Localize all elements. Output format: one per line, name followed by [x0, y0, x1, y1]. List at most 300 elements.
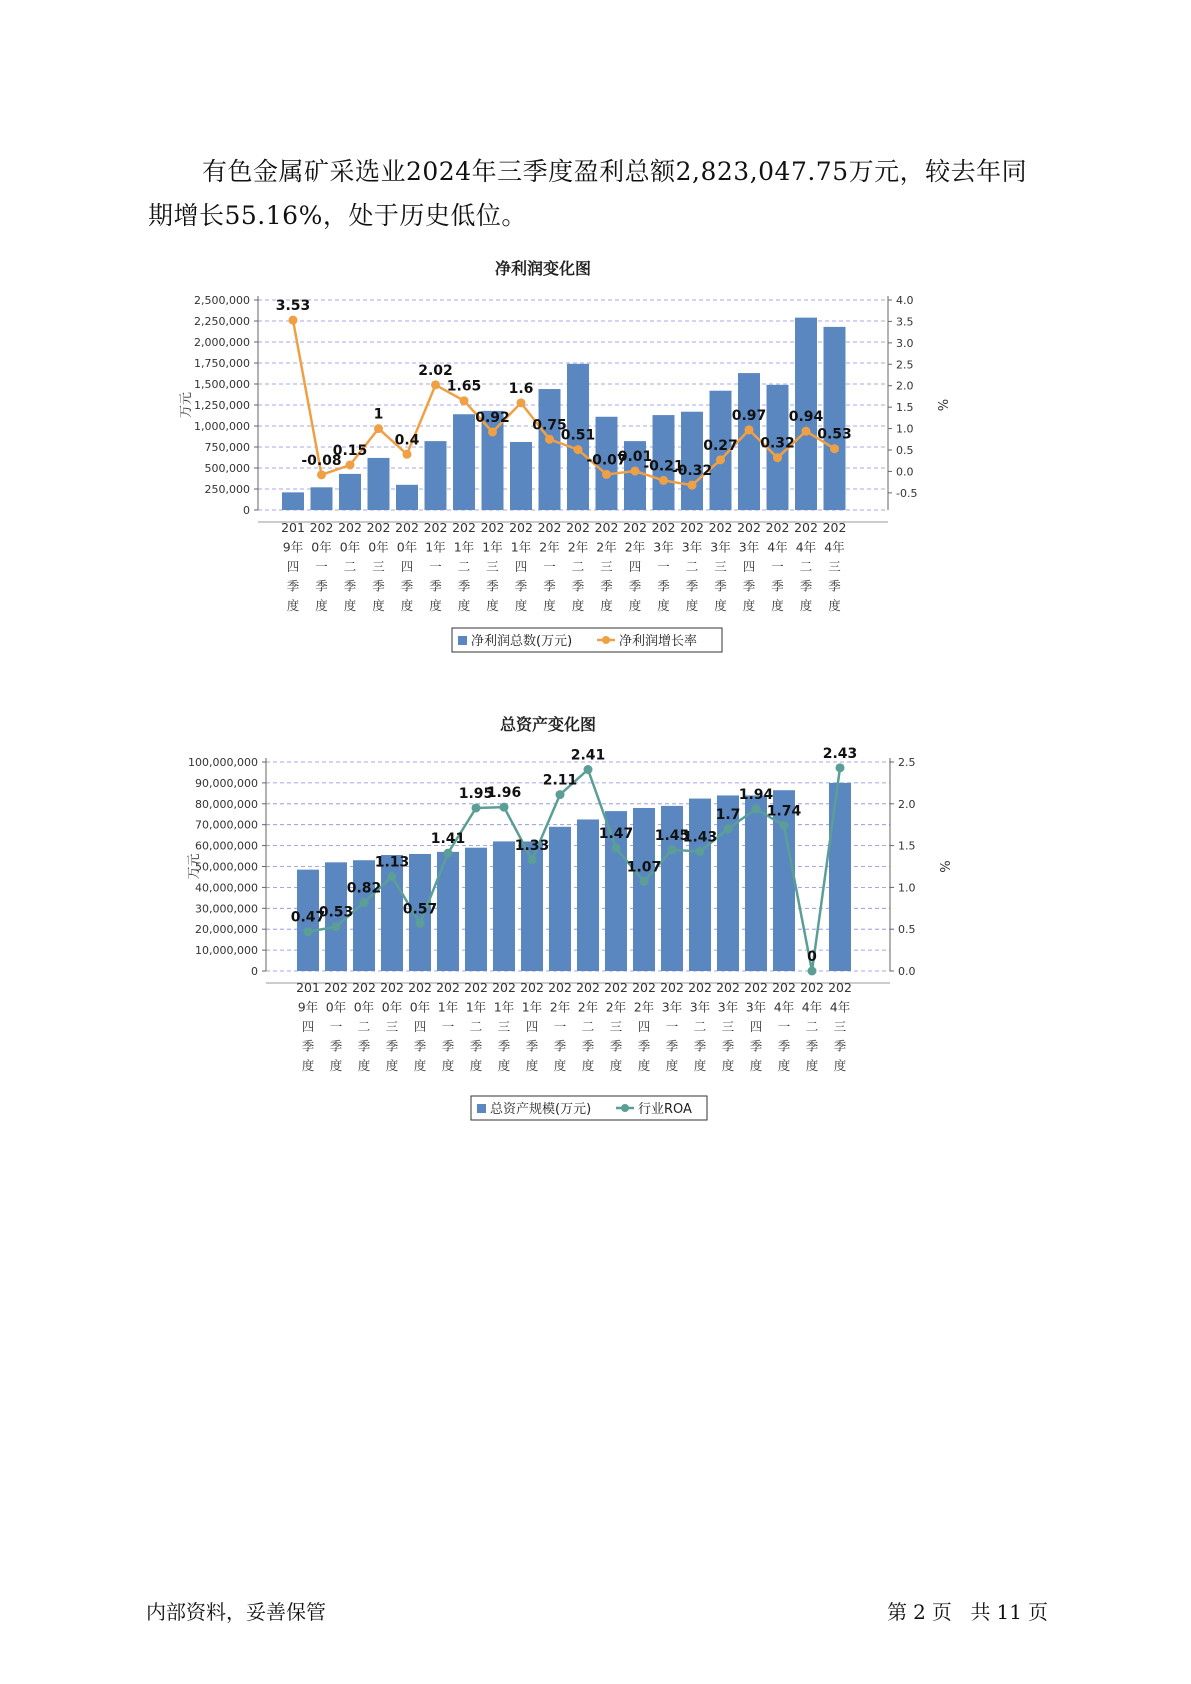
x-tick-label: 度	[685, 598, 699, 613]
line-point	[724, 824, 733, 833]
y-tick-label: 250,000	[204, 483, 250, 496]
x-tick-label: 二	[357, 1019, 371, 1034]
line-point	[488, 428, 497, 437]
x-tick-label: 202	[765, 520, 790, 535]
data-label: 1.41	[430, 831, 466, 848]
total-prefix: 共	[970, 1600, 991, 1624]
x-tick-label: 季	[600, 578, 613, 594]
line-point	[374, 424, 383, 433]
y2-axis-label: %	[936, 860, 951, 873]
data-label: 1.33	[514, 837, 550, 854]
x-tick-label: 季	[693, 1038, 707, 1054]
data-label: 0.75	[532, 417, 567, 434]
line-point	[659, 476, 668, 485]
data-label: 1.45	[654, 827, 690, 844]
x-tick-label: 三	[609, 1019, 623, 1034]
x-tick-label: 1年	[521, 999, 543, 1015]
line-point	[431, 380, 440, 389]
data-label: 1.96	[486, 785, 522, 802]
y-tick-label: 500,000	[204, 462, 250, 475]
bar	[738, 373, 760, 510]
y-tick-label: 1,500,000	[194, 378, 250, 391]
x-tick-label: 一	[329, 1019, 343, 1034]
bar	[745, 795, 767, 971]
x-tick-label: 二	[685, 559, 699, 574]
x-tick-label: 3年	[710, 539, 731, 555]
x-tick-label: 二	[805, 1019, 819, 1034]
bar	[339, 474, 361, 510]
x-tick-label: 四	[628, 559, 642, 574]
bar	[396, 485, 418, 510]
x-tick-label: 3年	[717, 999, 739, 1015]
x-tick-label: 201	[296, 980, 320, 995]
x-tick-label: 202	[338, 520, 362, 535]
line-point	[460, 396, 469, 405]
x-tick-label: 季	[385, 1038, 399, 1054]
y-tick-label: 80,000,000	[195, 797, 258, 811]
x-tick-label: 一	[665, 1019, 679, 1034]
data-label: 1.95	[458, 785, 494, 802]
x-tick-label: 0年	[353, 999, 375, 1015]
x-tick-label: 202	[576, 980, 600, 995]
net-profit-chart-svg	[0, 260, 1191, 700]
x-tick-label: 季	[286, 578, 300, 594]
line-point	[773, 453, 782, 462]
y2-tick-label: 1.5	[896, 401, 914, 415]
x-tick-label: 202	[744, 980, 768, 995]
x-tick-label: 季	[721, 1038, 735, 1054]
x-tick-label: 度	[357, 1058, 371, 1073]
x-tick-label: 二	[581, 1019, 595, 1034]
x-tick-label: 度	[609, 1058, 623, 1073]
x-tick-label: 2年	[633, 999, 655, 1015]
data-label: 0.57	[402, 901, 438, 918]
x-tick-label: 201	[281, 520, 305, 535]
data-label: 1.6	[508, 380, 534, 397]
y-tick-label: 1,750,000	[194, 357, 250, 370]
y2-tick-label: 0.0	[898, 965, 916, 978]
x-tick-label: 1年	[510, 539, 532, 555]
x-tick-label: 度	[315, 598, 328, 613]
data-label: -0.32	[671, 463, 713, 480]
data-label: 1.43	[682, 829, 718, 846]
x-tick-label: 二	[343, 559, 357, 574]
data-label: 1.47	[598, 826, 634, 843]
legend-swatch-bar	[477, 1104, 486, 1113]
line-point	[444, 849, 453, 858]
line-point	[631, 467, 640, 476]
x-tick-label: 四	[525, 1019, 539, 1034]
data-label: -0.08	[301, 452, 342, 469]
x-tick-label: 季	[525, 1038, 539, 1054]
x-tick-label: 三	[486, 559, 499, 574]
line-point	[716, 455, 725, 464]
legend-label-line: 行业ROA	[638, 1102, 692, 1117]
x-tick-label: 202	[309, 520, 334, 535]
data-label: -0.07	[586, 452, 627, 469]
x-tick-label: 度	[514, 598, 528, 613]
x-tick-label: 季	[553, 1038, 567, 1054]
bar	[282, 492, 304, 510]
bar	[311, 487, 333, 510]
x-tick-label: 三	[828, 559, 841, 574]
x-tick-label: 度	[600, 598, 613, 613]
x-tick-label: 季	[543, 578, 556, 594]
x-tick-label: 202	[520, 980, 544, 995]
y-tick-label: 1,250,000	[194, 399, 250, 412]
x-tick-label: 202	[708, 520, 733, 535]
x-tick-label: 0年	[325, 999, 347, 1015]
data-label: 0.32	[760, 435, 795, 452]
x-tick-label: 202	[324, 980, 348, 995]
data-label: 3.53	[275, 298, 311, 315]
x-tick-label: 3年	[681, 539, 703, 555]
y-tick-label: 2,000,000	[194, 336, 250, 349]
x-tick-label: 4年	[795, 539, 817, 555]
line-point	[836, 763, 845, 772]
footer-confidential: 内部资料，妥善保管	[146, 1600, 326, 1624]
line-point	[696, 847, 705, 856]
y-axis-label: 万元	[187, 853, 202, 880]
x-tick-label: 度	[628, 598, 642, 613]
x-tick-label: 季	[571, 578, 585, 594]
x-tick-label: 季	[714, 578, 727, 594]
y2-tick-label: 3.5	[896, 315, 914, 329]
x-tick-label: 季	[805, 1038, 819, 1054]
y-tick-label: 30,000,000	[195, 902, 258, 916]
x-tick-label: 2年	[624, 539, 646, 555]
y-tick-label: 0	[251, 965, 258, 978]
x-tick-label: 202	[464, 980, 488, 995]
x-tick-label: 一	[429, 559, 442, 574]
x-tick-label: 3年	[661, 999, 683, 1015]
line-point	[584, 765, 593, 774]
x-tick-label: 202	[623, 520, 647, 535]
data-label: 2.02	[418, 362, 453, 379]
x-tick-label: 度	[286, 598, 300, 613]
line-point	[808, 967, 817, 976]
x-tick-label: 二	[457, 559, 471, 574]
x-tick-label: 度	[805, 1058, 819, 1073]
data-label: 0.01	[617, 449, 653, 465]
x-tick-label: 202	[452, 520, 476, 535]
x-tick-label: 度	[828, 598, 841, 613]
y2-tick-label: 2.5	[898, 756, 916, 769]
y-tick-label: 40,000,000	[195, 881, 258, 895]
x-tick-label: 季	[514, 578, 528, 594]
x-tick-label: 202	[772, 980, 796, 995]
y2-tick-label: 0.0	[896, 465, 914, 479]
x-tick-label: 二	[799, 559, 813, 574]
data-label: 0.4	[394, 432, 420, 449]
x-tick-label: 三	[600, 559, 613, 574]
x-tick-label: 二	[571, 559, 585, 574]
x-tick-label: 季	[497, 1038, 511, 1054]
x-tick-label: 度	[771, 598, 784, 613]
line-point	[388, 872, 397, 881]
y-tick-label: 100,000,000	[188, 756, 258, 769]
x-tick-label: 3年	[745, 999, 767, 1015]
summary-paragraph: 有色金属矿采选业2024年三季度盈利总额2,823,047.75万元，较去年同期增长55.16%，处于历史低位。	[148, 157, 1028, 230]
line-point	[332, 922, 341, 931]
bar	[453, 414, 475, 510]
y2-tick-label: 0.5	[896, 444, 914, 457]
x-tick-label: 三	[497, 1019, 511, 1034]
footer-page-info	[884, 1596, 1051, 1625]
x-tick-label: 季	[413, 1038, 427, 1054]
legend-swatch-bar	[458, 636, 467, 645]
line-point	[802, 427, 811, 436]
data-label: 0.51	[560, 427, 596, 444]
y2-tick-label: 3.0	[896, 336, 914, 350]
y-axis-label: 万元	[179, 391, 194, 419]
line-point	[416, 919, 425, 928]
x-tick-label: 202	[828, 980, 852, 995]
x-tick-label: 季	[429, 578, 442, 594]
x-tick-label: 202	[651, 520, 676, 535]
bar	[633, 808, 655, 971]
x-tick-label: 季	[771, 578, 784, 594]
bar	[829, 783, 851, 971]
data-label: 0.53	[318, 904, 354, 921]
x-tick-label: 季	[828, 578, 841, 594]
x-tick-label: 一	[771, 559, 784, 574]
x-tick-label: 季	[581, 1038, 595, 1054]
x-tick-label: 季	[372, 578, 385, 594]
data-label: 1.7	[715, 806, 741, 823]
data-label: 1.65	[446, 378, 482, 395]
data-label: 1.74	[766, 803, 802, 820]
bar	[824, 327, 846, 510]
x-tick-label: 四	[400, 559, 414, 574]
bar	[425, 441, 447, 510]
x-tick-label: 1年	[482, 539, 503, 555]
y2-tick-label: 0.5	[898, 923, 916, 937]
data-label: 0.53	[817, 426, 852, 443]
x-tick-label: 0年	[396, 539, 418, 555]
x-tick-label: 季	[329, 1038, 343, 1054]
total-pages: 11	[996, 1600, 1022, 1624]
y-tick-label: 90,000,000	[195, 776, 258, 790]
bar	[510, 442, 532, 510]
x-tick-label: 季	[343, 578, 357, 594]
x-tick-label: 202	[737, 520, 761, 535]
x-tick-label: 1年	[493, 999, 515, 1015]
chart-title: 总资产变化图	[499, 715, 597, 734]
x-tick-label: 度	[777, 1058, 791, 1073]
x-tick-label: 四	[637, 1019, 651, 1034]
y2-tick-label: -0.5	[896, 486, 918, 500]
y2-tick-label: 2.0	[896, 379, 914, 393]
data-label: 1.94	[738, 786, 774, 803]
x-tick-label: 4年	[773, 999, 795, 1015]
x-tick-label: 季	[469, 1038, 483, 1054]
line-point	[688, 481, 697, 490]
y2-tick-label: 4.0	[896, 294, 914, 307]
line-point	[500, 803, 509, 812]
x-tick-label: 四	[301, 1019, 315, 1034]
x-tick-label: 度	[343, 598, 357, 613]
x-tick-label: 202	[660, 980, 684, 995]
x-tick-label: 0年	[368, 539, 389, 555]
line-point	[612, 844, 621, 853]
x-tick-label: 季	[749, 1038, 763, 1054]
net-profit-chart	[0, 260, 1191, 700]
x-tick-label: 2年	[605, 999, 627, 1015]
y-tick-label: 50,000,000	[195, 860, 258, 874]
y-tick-label: 20,000,000	[195, 923, 258, 937]
y-tick-label: 10,000,000	[195, 944, 258, 958]
data-label: 1.13	[374, 854, 410, 871]
y2-tick-label: 1.0	[898, 881, 916, 895]
x-tick-label: 季	[486, 578, 499, 594]
x-tick-label: 季	[357, 1038, 371, 1054]
x-tick-label: 度	[742, 598, 756, 613]
data-label: 1	[373, 406, 384, 423]
data-label: 2.11	[542, 772, 578, 789]
x-tick-label: 季	[441, 1038, 455, 1054]
legend-swatch-dot	[602, 636, 610, 644]
x-tick-label: 202	[688, 980, 712, 995]
y2-tick-label: 1.0	[896, 422, 914, 436]
x-tick-label: 度	[799, 598, 813, 613]
x-tick-label: 季	[628, 578, 642, 594]
x-tick-label: 一	[441, 1019, 455, 1034]
y2-tick-label: 2.5	[896, 358, 914, 372]
data-label: 0.82	[346, 880, 382, 897]
x-tick-label: 202	[480, 520, 505, 535]
legend-swatch-dot	[621, 1104, 629, 1112]
line-point	[472, 803, 481, 812]
x-tick-label: 季	[777, 1038, 791, 1054]
x-tick-label: 202	[366, 520, 391, 535]
page-prefix: 第	[887, 1600, 908, 1624]
x-tick-label: 度	[553, 1058, 567, 1073]
x-tick-label: 202	[680, 520, 704, 535]
x-tick-label: 202	[436, 980, 460, 995]
y-tick-label: 2,250,000	[194, 315, 250, 328]
x-tick-label: 2年	[549, 999, 571, 1015]
data-label: 0	[807, 949, 817, 965]
x-tick-label: 三	[385, 1019, 399, 1034]
x-tick-label: 度	[385, 1058, 399, 1073]
line-point	[304, 927, 313, 936]
y-tick-label: 70,000,000	[195, 818, 258, 832]
page-number: 2	[913, 1600, 926, 1624]
data-label: 0.97	[731, 407, 767, 424]
x-tick-label: 202	[794, 520, 818, 535]
y-tick-label: 1,000,000	[194, 420, 250, 433]
x-tick-label: 季	[833, 1038, 847, 1054]
line-point	[346, 461, 355, 470]
x-tick-label: 0年	[409, 999, 431, 1015]
x-tick-label: 3年	[653, 539, 674, 555]
x-tick-label: 202	[380, 980, 404, 995]
x-tick-label: 度	[693, 1058, 707, 1073]
line-point	[403, 450, 412, 459]
data-label: 2.41	[570, 747, 606, 764]
x-tick-label: 三	[714, 559, 727, 574]
x-tick-label: 1年	[465, 999, 487, 1015]
x-tick-label: 2年	[539, 539, 560, 555]
x-tick-label: 度	[372, 598, 385, 613]
x-tick-label: 度	[301, 1058, 315, 1073]
x-tick-label: 202	[800, 980, 824, 995]
x-tick-label: 4年	[824, 539, 845, 555]
x-tick-label: 度	[833, 1058, 847, 1073]
x-tick-label: 202	[408, 980, 432, 995]
data-label: 0.27	[703, 437, 738, 454]
x-tick-label: 0年	[381, 999, 403, 1015]
x-tick-label: 度	[665, 1058, 679, 1073]
x-tick-label: 度	[571, 598, 585, 613]
x-tick-label: 202	[632, 980, 656, 995]
x-tick-label: 202	[395, 520, 419, 535]
x-tick-label: 四	[749, 1019, 763, 1034]
x-tick-label: 三	[721, 1019, 735, 1034]
line-point	[545, 435, 554, 444]
line-point	[317, 470, 326, 479]
x-tick-label: 9年	[282, 539, 304, 555]
bar	[681, 412, 703, 510]
x-tick-label: 度	[329, 1058, 343, 1073]
line-point	[602, 470, 611, 479]
x-tick-label: 度	[749, 1058, 763, 1073]
y-tick-label: 60,000,000	[195, 839, 258, 853]
x-tick-label: 2年	[567, 539, 589, 555]
x-tick-label: 二	[693, 1019, 707, 1034]
line-point	[752, 804, 761, 813]
x-tick-label: 4年	[767, 539, 788, 555]
total-assets-chart	[0, 715, 1191, 1220]
bar	[549, 827, 571, 971]
data-label: 0.15	[332, 443, 368, 459]
x-tick-label: 一	[315, 559, 328, 574]
x-tick-label: 季	[400, 578, 414, 594]
x-tick-label: 四	[514, 559, 528, 574]
x-tick-label: 1年	[437, 999, 459, 1015]
x-tick-label: 度	[525, 1058, 539, 1073]
x-tick-label: 202	[492, 980, 516, 995]
x-tick-label: 三	[833, 1019, 847, 1034]
y-tick-label: 2,500,000	[194, 294, 250, 307]
line-point	[668, 845, 677, 854]
x-tick-label: 季	[665, 1038, 679, 1054]
legend-label-line: 净利润增长率	[619, 634, 698, 649]
x-tick-label: 202	[423, 520, 448, 535]
x-tick-label: 202	[509, 520, 533, 535]
data-label: 1.07	[626, 859, 662, 876]
x-tick-label: 四	[413, 1019, 427, 1034]
line-point	[640, 877, 649, 886]
x-tick-label: 度	[581, 1058, 595, 1073]
x-tick-label: 季	[315, 578, 328, 594]
x-tick-label: 度	[413, 1058, 427, 1073]
x-tick-label: 一	[777, 1019, 791, 1034]
total-assets-chart-svg	[0, 715, 1191, 1220]
x-tick-label: 度	[486, 598, 499, 613]
x-tick-label: 度	[429, 598, 442, 613]
x-tick-label: 度	[469, 1058, 483, 1073]
x-tick-label: 202	[352, 980, 376, 995]
x-tick-label: 二	[469, 1019, 483, 1034]
x-tick-label: 4年	[801, 999, 823, 1015]
x-tick-label: 度	[657, 598, 670, 613]
y2-tick-label: 1.5	[898, 839, 916, 853]
x-tick-label: 季	[457, 578, 471, 594]
y2-axis-label: %	[934, 398, 949, 412]
line-point	[830, 444, 839, 453]
